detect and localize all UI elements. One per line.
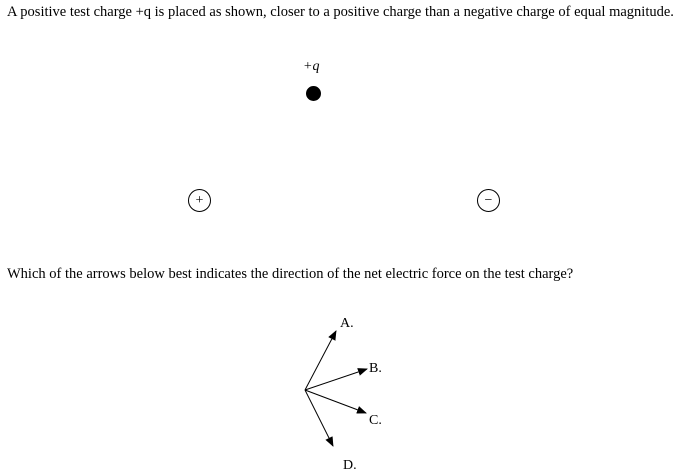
option-d-label: D. <box>343 458 357 473</box>
arrow-d <box>305 390 333 446</box>
test-charge-label: +q <box>303 59 320 74</box>
option-c-label: C. <box>369 413 382 428</box>
option-b-label: B. <box>369 361 382 376</box>
arrow-c <box>305 390 366 413</box>
positive-charge-symbol: + <box>195 193 204 208</box>
question-text: Which of the arrows below best indicates the direction of the net electric force on the test charge? <box>7 266 574 282</box>
option-a-label: A. <box>340 316 354 331</box>
negative-charge-symbol: − <box>484 193 493 208</box>
problem-statement: A positive test charge +q is placed as shown, closer to a positive charge than a negative charge of equal magnitude. <box>7 4 674 20</box>
